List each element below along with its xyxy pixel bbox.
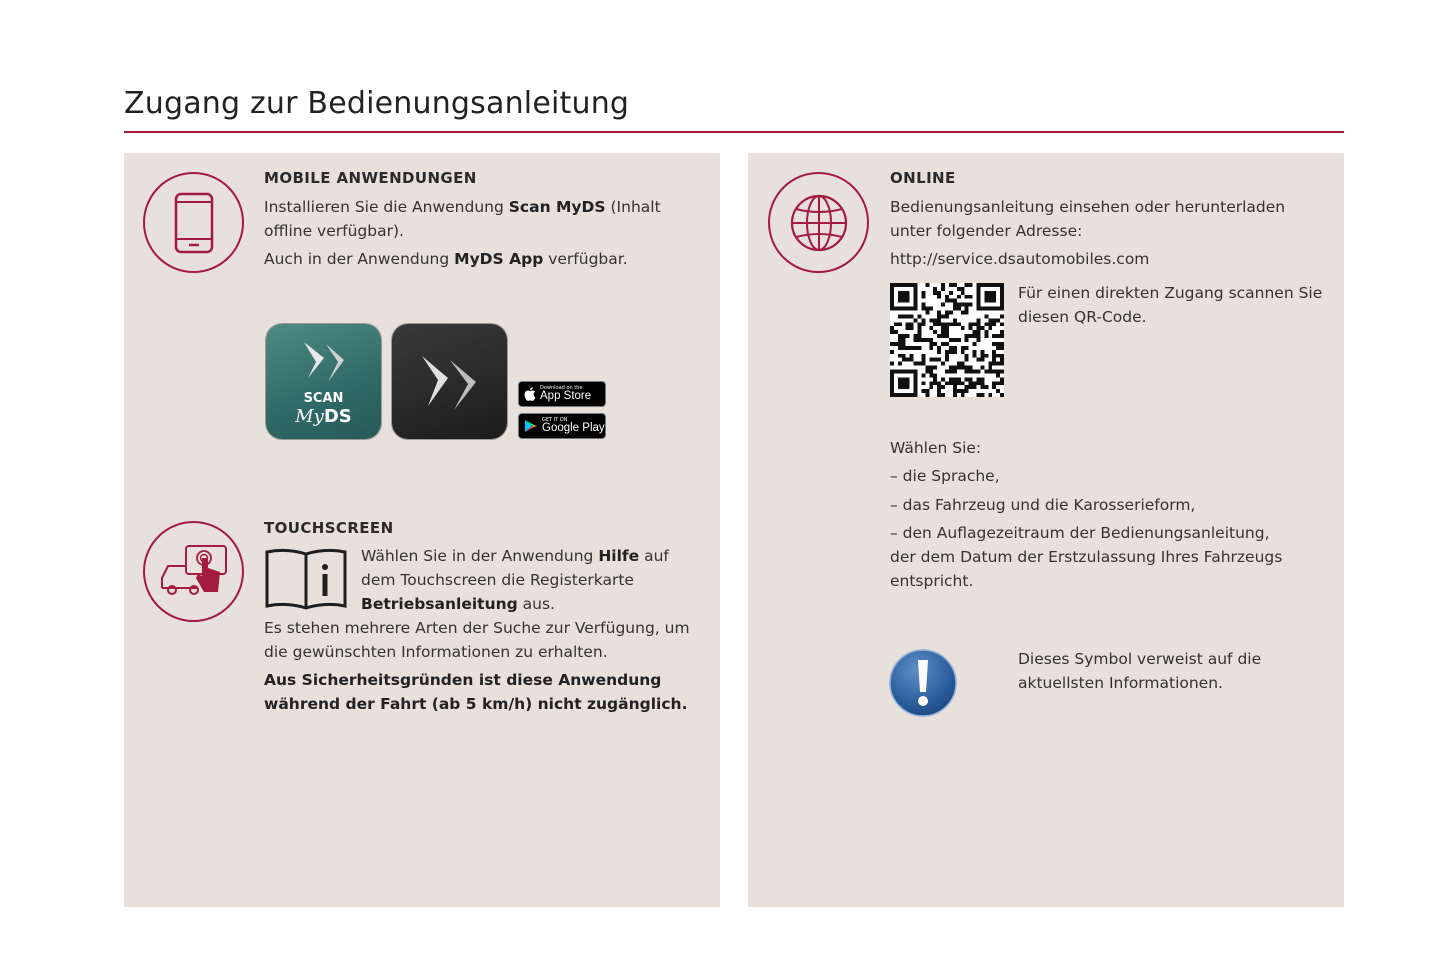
- manual-book-icon: [264, 548, 348, 610]
- scan-myds-app-tile[interactable]: [266, 324, 381, 439]
- google-play-icon: [524, 419, 538, 433]
- app-store-small-text: Download on the: [540, 384, 583, 391]
- qr-instruction-text: Für einen direkten Zugang scannen Sie diesen QR-Code.: [1018, 284, 1323, 326]
- globe-icon: [768, 172, 869, 273]
- touchscreen-help-text: Wählen Sie in der Anwendung Hilfe auf dem Touchscreen die Registerkarte Betriebsanleitung aus.: [361, 547, 669, 613]
- option-period-continued: der dem Datum der Erstzulassung Ihres Fahrzeugs entspricht.: [890, 548, 1283, 590]
- mobile-heading: MOBILE ANWENDUNGEN: [264, 169, 477, 187]
- smartphone-icon: [143, 172, 244, 273]
- myds-app-tile[interactable]: [392, 324, 507, 439]
- page-title: Zugang zur Bedienungsanleitung: [124, 86, 630, 121]
- option-language: – die Sprache,: [890, 467, 1000, 485]
- mobile-myds-text: Auch in der Anwendung MyDS App verfügbar.: [264, 250, 628, 268]
- ds-logo-icon: [418, 352, 480, 414]
- app-store-badge[interactable]: [518, 381, 606, 407]
- google-play-small-text: GET IT ON: [542, 416, 568, 423]
- qr-code[interactable]: [890, 283, 1004, 397]
- touchscreen-car-icon: [143, 521, 244, 622]
- apple-icon: [524, 387, 536, 401]
- online-heading: ONLINE: [890, 169, 956, 187]
- touchscreen-search-text: Es stehen mehrere Arten der Suche zur Verfügung, um die gewünschten Informationen zu erhalten.: [264, 619, 690, 661]
- title-divider: [124, 131, 1344, 133]
- myds-tile-label: MyDS: [295, 406, 352, 427]
- app-store-text: App Store: [540, 389, 592, 402]
- scan-tile-label: SCAN: [303, 391, 344, 406]
- touchscreen-heading: TOUCHSCREEN: [264, 519, 394, 537]
- exclamation-icon: [888, 648, 958, 718]
- info-symbol-text: Dieses Symbol verweist auf die aktuellsten Informationen.: [1018, 650, 1262, 692]
- online-url[interactable]: http://service.dsautomobiles.com: [890, 250, 1150, 268]
- google-play-text: Google Play: [542, 421, 605, 434]
- online-intro-text: Bedienungsanleitung einsehen oder herunterladen unter folgender Adresse:: [890, 198, 1286, 240]
- option-vehicle: – das Fahrzeug und die Karosserieform,: [890, 496, 1196, 514]
- google-play-badge[interactable]: [518, 413, 606, 439]
- choose-label: Wählen Sie:: [890, 439, 982, 457]
- ds-logo-icon: [300, 338, 348, 386]
- mobile-install-text: Installieren Sie die Anwendung Scan MyDS (Inhalt offline verfügbar).: [264, 198, 661, 240]
- option-period: – den Auflagezeitraum der Bedienungsanleitung,: [890, 524, 1270, 542]
- touchscreen-safety-text: Aus Sicherheitsgründen ist diese Anwendung während der Fahrt (ab 5 km/h) nicht zugänglich.: [264, 671, 688, 713]
